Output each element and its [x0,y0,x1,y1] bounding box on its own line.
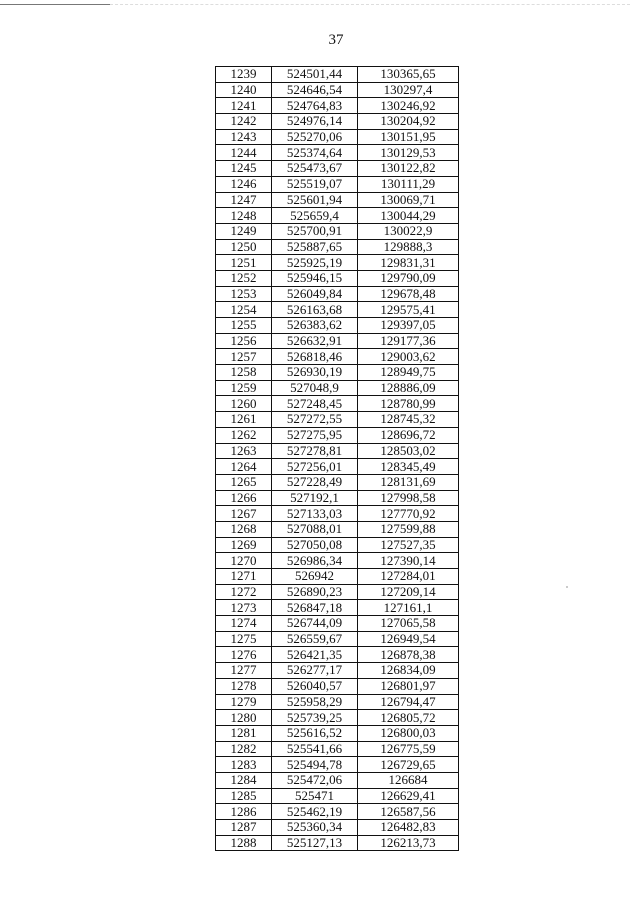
x-coordinate-cell: 524976,14 [272,114,358,130]
x-coordinate-cell: 524646,54 [272,82,358,98]
x-coordinate-cell: 526930,19 [272,365,358,381]
point-number-cell: 1242 [216,114,272,130]
point-number-cell: 1271 [216,569,272,585]
y-coordinate-cell: 130122,82 [358,161,459,177]
table-row [216,506,459,522]
x-coordinate-cell: 525925,19 [272,255,358,271]
point-number-cell: 1253 [216,286,272,302]
table-row [216,820,459,836]
x-coordinate-cell: 526421,35 [272,647,358,663]
x-coordinate-cell: 525946,15 [272,270,358,286]
x-coordinate-cell: 525659,4 [272,208,358,224]
x-coordinate-cell: 525887,65 [272,239,358,255]
x-coordinate-cell: 525616,52 [272,725,358,741]
x-coordinate-cell: 526744,09 [272,616,358,632]
y-coordinate-cell: 129888,3 [358,239,459,255]
point-number-cell: 1257 [216,349,272,365]
table-row [216,459,459,475]
point-number-cell: 1264 [216,459,272,475]
table-row [216,349,459,365]
table-row [216,412,459,428]
table-row [216,553,459,569]
table-row [216,725,459,741]
y-coordinate-cell: 126775,59 [358,741,459,757]
point-number-cell: 1256 [216,333,272,349]
x-coordinate-cell: 527228,49 [272,474,358,490]
x-coordinate-cell: 525739,25 [272,710,358,726]
x-coordinate-cell: 527048,9 [272,380,358,396]
x-coordinate-cell: 525127,13 [272,835,358,851]
x-coordinate-cell: 526890,23 [272,584,358,600]
point-number-cell: 1273 [216,600,272,616]
point-number-cell: 1280 [216,710,272,726]
x-coordinate-cell: 526942 [272,569,358,585]
point-number-cell: 1245 [216,161,272,177]
point-number-cell: 1260 [216,396,272,412]
scan-speck [566,586,568,588]
point-number-cell: 1285 [216,788,272,804]
y-coordinate-cell: 127284,01 [358,569,459,585]
x-coordinate-cell: 526818,46 [272,349,358,365]
x-coordinate-cell: 524764,83 [272,98,358,114]
y-coordinate-cell: 127209,14 [358,584,459,600]
table-row [216,239,459,255]
y-coordinate-cell: 130297,4 [358,82,459,98]
y-coordinate-cell: 130111,29 [358,176,459,192]
table-row [216,176,459,192]
x-coordinate-cell: 525472,06 [272,772,358,788]
y-coordinate-cell: 130022,9 [358,223,459,239]
y-coordinate-cell: 128745,32 [358,412,459,428]
x-coordinate-cell: 526277,17 [272,663,358,679]
y-coordinate-cell: 126801,97 [358,678,459,694]
table-row [216,223,459,239]
point-number-cell: 1265 [216,474,272,490]
point-number-cell: 1249 [216,223,272,239]
point-number-cell: 1266 [216,490,272,506]
point-number-cell: 1281 [216,725,272,741]
point-number-cell: 1254 [216,302,272,318]
x-coordinate-cell: 525519,07 [272,176,358,192]
y-coordinate-cell: 130246,92 [358,98,459,114]
table-row [216,663,459,679]
y-coordinate-cell: 128131,69 [358,474,459,490]
y-coordinate-cell: 130151,95 [358,129,459,145]
y-coordinate-cell: 126878,38 [358,647,459,663]
y-coordinate-cell: 128780,99 [358,396,459,412]
point-number-cell: 1279 [216,694,272,710]
point-number-cell: 1258 [216,365,272,381]
x-coordinate-cell: 526040,57 [272,678,358,694]
point-number-cell: 1251 [216,255,272,271]
y-coordinate-cell: 126213,73 [358,835,459,851]
point-number-cell: 1263 [216,443,272,459]
x-coordinate-cell: 525462,19 [272,804,358,820]
y-coordinate-cell: 126629,41 [358,788,459,804]
scan-edge-line-faint [110,4,630,5]
table-row [216,710,459,726]
point-number-cell: 1288 [216,835,272,851]
table-row [216,302,459,318]
y-coordinate-cell: 130365,65 [358,67,459,83]
x-coordinate-cell: 527278,81 [272,443,358,459]
point-number-cell: 1246 [216,176,272,192]
y-coordinate-cell: 129575,41 [358,302,459,318]
x-coordinate-cell: 525494,78 [272,757,358,773]
table-row [216,270,459,286]
y-coordinate-cell: 127065,58 [358,616,459,632]
table-row [216,380,459,396]
x-coordinate-cell: 526632,91 [272,333,358,349]
table-row [216,490,459,506]
x-coordinate-cell: 527256,01 [272,459,358,475]
point-number-cell: 1255 [216,318,272,334]
table-row [216,804,459,820]
y-coordinate-cell: 126587,56 [358,804,459,820]
x-coordinate-cell: 527088,01 [272,521,358,537]
table-row [216,333,459,349]
point-number-cell: 1250 [216,239,272,255]
y-coordinate-cell: 127998,58 [358,490,459,506]
point-number-cell: 1247 [216,192,272,208]
table-row [216,788,459,804]
y-coordinate-cell: 127390,14 [358,553,459,569]
x-coordinate-cell: 525541,66 [272,741,358,757]
point-number-cell: 1277 [216,663,272,679]
point-number-cell: 1282 [216,741,272,757]
point-number-cell: 1276 [216,647,272,663]
point-number-cell: 1267 [216,506,272,522]
point-number-cell: 1262 [216,427,272,443]
point-number-cell: 1259 [216,380,272,396]
point-number-cell: 1269 [216,537,272,553]
x-coordinate-cell: 526847,18 [272,600,358,616]
table-row [216,114,459,130]
table-row [216,741,459,757]
table-row [216,835,459,851]
y-coordinate-cell: 126794,47 [358,694,459,710]
table-row [216,145,459,161]
table-row [216,208,459,224]
table-row [216,255,459,271]
table-row [216,757,459,773]
table-row [216,631,459,647]
coordinates-table [215,66,459,851]
x-coordinate-cell: 526383,62 [272,318,358,334]
table-row [216,192,459,208]
y-coordinate-cell: 127527,35 [358,537,459,553]
x-coordinate-cell: 527050,08 [272,537,358,553]
point-number-cell: 1248 [216,208,272,224]
y-coordinate-cell: 126482,83 [358,820,459,836]
x-coordinate-cell: 527275,95 [272,427,358,443]
table-row [216,616,459,632]
table-row [216,569,459,585]
x-coordinate-cell: 527192,1 [272,490,358,506]
table-row [216,772,459,788]
x-coordinate-cell: 525700,91 [272,223,358,239]
point-number-cell: 1244 [216,145,272,161]
y-coordinate-cell: 129177,36 [358,333,459,349]
table-row [216,161,459,177]
table-row [216,678,459,694]
table-row [216,286,459,302]
table-row [216,98,459,114]
y-coordinate-cell: 130204,92 [358,114,459,130]
point-number-cell: 1274 [216,616,272,632]
y-coordinate-cell: 128345,49 [358,459,459,475]
x-coordinate-cell: 525473,67 [272,161,358,177]
table-row [216,600,459,616]
scan-edge-line [0,4,110,5]
point-number-cell: 1272 [216,584,272,600]
point-number-cell: 1241 [216,98,272,114]
y-coordinate-cell: 127599,88 [358,521,459,537]
y-coordinate-cell: 126834,09 [358,663,459,679]
y-coordinate-cell: 127161,1 [358,600,459,616]
table-row [216,82,459,98]
point-number-cell: 1275 [216,631,272,647]
x-coordinate-cell: 525601,94 [272,192,358,208]
table-row [216,584,459,600]
coordinates-table-body [216,67,459,851]
y-coordinate-cell: 129790,09 [358,270,459,286]
y-coordinate-cell: 129831,31 [358,255,459,271]
x-coordinate-cell: 526559,67 [272,631,358,647]
table-row [216,474,459,490]
point-number-cell: 1243 [216,129,272,145]
point-number-cell: 1283 [216,757,272,773]
point-number-cell: 1286 [216,804,272,820]
x-coordinate-cell: 525374,64 [272,145,358,161]
point-number-cell: 1270 [216,553,272,569]
point-number-cell: 1240 [216,82,272,98]
table-row [216,443,459,459]
table-row [216,67,459,83]
table-row [216,647,459,663]
table-row [216,396,459,412]
x-coordinate-cell: 526049,84 [272,286,358,302]
table-row [216,365,459,381]
point-number-cell: 1268 [216,521,272,537]
x-coordinate-cell: 527272,55 [272,412,358,428]
x-coordinate-cell: 526163,68 [272,302,358,318]
x-coordinate-cell: 526986,34 [272,553,358,569]
y-coordinate-cell: 128886,09 [358,380,459,396]
x-coordinate-cell: 525360,34 [272,820,358,836]
y-coordinate-cell: 129003,62 [358,349,459,365]
table-row [216,694,459,710]
y-coordinate-cell: 130044,29 [358,208,459,224]
table-row [216,129,459,145]
y-coordinate-cell: 127770,92 [358,506,459,522]
y-coordinate-cell: 126800,03 [358,725,459,741]
y-coordinate-cell: 128696,72 [358,427,459,443]
y-coordinate-cell: 126729,65 [358,757,459,773]
y-coordinate-cell: 126949,54 [358,631,459,647]
table-row [216,427,459,443]
table-row [216,318,459,334]
y-coordinate-cell: 130069,71 [358,192,459,208]
x-coordinate-cell: 524501,44 [272,67,358,83]
x-coordinate-cell: 527133,03 [272,506,358,522]
y-coordinate-cell: 130129,53 [358,145,459,161]
point-number-cell: 1252 [216,270,272,286]
point-number-cell: 1261 [216,412,272,428]
x-coordinate-cell: 525958,29 [272,694,358,710]
y-coordinate-cell: 126805,72 [358,710,459,726]
page-number: 37 [328,32,344,48]
x-coordinate-cell: 525471 [272,788,358,804]
point-number-cell: 1239 [216,67,272,83]
point-number-cell: 1278 [216,678,272,694]
x-coordinate-cell: 525270,06 [272,129,358,145]
table-row [216,521,459,537]
y-coordinate-cell: 129678,48 [358,286,459,302]
point-number-cell: 1284 [216,772,272,788]
y-coordinate-cell: 126684 [358,772,459,788]
y-coordinate-cell: 128503,02 [358,443,459,459]
y-coordinate-cell: 129397,05 [358,318,459,334]
table-row [216,537,459,553]
x-coordinate-cell: 527248,45 [272,396,358,412]
point-number-cell: 1287 [216,820,272,836]
y-coordinate-cell: 128949,75 [358,365,459,381]
